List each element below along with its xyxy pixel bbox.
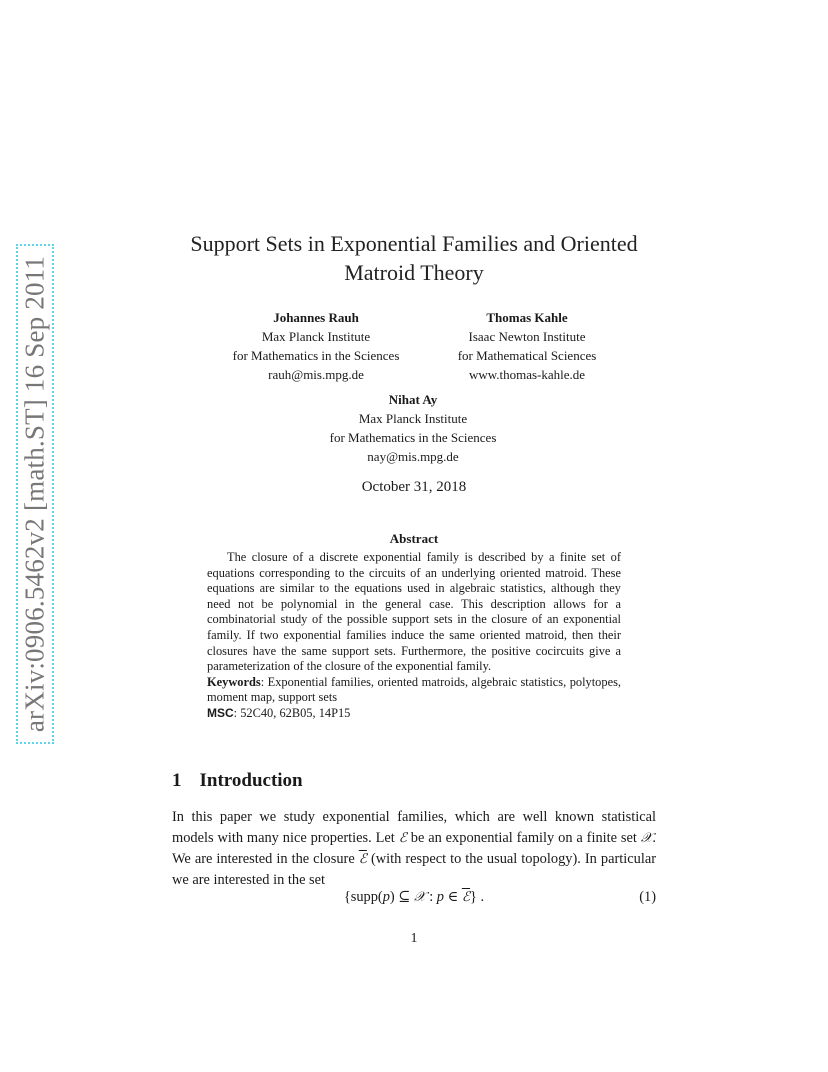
msc-text: : 52C40, 62B05, 14P15 (233, 705, 351, 720)
author-name: Nihat Ay (388, 392, 438, 407)
author-contact: nay@mis.mpg.de (367, 449, 459, 464)
author-block (206, 308, 426, 384)
intro-text: . We are interested in the closure (172, 830, 657, 867)
eq-part: ) ⊆ (389, 889, 414, 905)
eq-part: : (425, 889, 437, 905)
math-symbol: ℰ (358, 851, 367, 867)
eq-part: } . (470, 889, 485, 905)
author-affiliation: for Mathematics in the Sciences (329, 430, 497, 445)
paper-title (160, 229, 668, 287)
equation-number: (1) (639, 889, 656, 905)
eq-part: p (436, 889, 444, 905)
author-name: Johannes Rauh (273, 310, 359, 325)
keywords (207, 675, 621, 706)
equation-content (172, 889, 656, 906)
author-affiliation: for Mathematical Sciences (457, 348, 597, 363)
title-line-2: Matroid Theory (344, 260, 484, 285)
title-line-1: Support Sets in Exponential Families and Oriented (190, 231, 638, 256)
author-affiliation: Max Planck Institute (261, 329, 371, 344)
eq-part: ℰ (461, 889, 471, 905)
abstract-text: The closure of a discrete exponential family is described by a finite set of equations corresponding to the circuits of an underlying oriented matroid. These equations are similar to the equations used in algebraic statistics, although they need not be polynomial in the general case. This description allows for a combinatorial study of the possible support sets in the closure of an exponential family. If two exponential families induce the same oriented matroid, then their closures have the same support sets. Furthermore, the positive cocircuits give a parameterization of the closure of the exponential family. (207, 550, 621, 674)
intro-text: (with respect to the usual topology). In particular we are interested in the set (172, 851, 657, 888)
equation (172, 889, 656, 913)
author-affiliation: Max Planck Institute (358, 411, 468, 426)
author-contact: rauh@mis.mpg.de (268, 367, 364, 382)
abstract-heading: Abstract (389, 531, 439, 546)
eq-part: ∈ (444, 889, 462, 905)
eq-part: 𝒳 (413, 889, 426, 905)
author-affiliation: for Mathematics in the Sciences (232, 348, 400, 363)
author-contact: www.thomas-kahle.de (468, 367, 586, 382)
abstract (207, 550, 621, 722)
author-block (418, 308, 636, 384)
intro-paragraph (172, 807, 656, 891)
section-title: Introduction (199, 770, 303, 791)
intro-text: In this paper we study exponential families, which are well known statistical models with many nice properties. Let (172, 809, 656, 846)
msc (207, 706, 621, 722)
eq-part: {supp( (343, 889, 383, 905)
math-symbol: ℰ (398, 830, 407, 846)
author-name: Thomas Kahle (486, 310, 568, 325)
eq-part: p (382, 889, 390, 905)
math-symbol: 𝒳 (640, 830, 653, 846)
section-number: 1 (172, 770, 182, 791)
author-block (303, 390, 523, 466)
msc-label: MSC (207, 705, 234, 720)
keywords-text: : Exponential families, oriented matroids, algebraic statistics, polytopes, moment map, support sets (207, 674, 621, 705)
paper-date: October 31, 2018 (361, 479, 467, 495)
section-heading (172, 770, 303, 792)
author-affiliation: Isaac Newton Institute (468, 329, 586, 344)
page-number: 1 (410, 931, 418, 946)
intro-text: be an exponential family on a finite set (406, 830, 641, 846)
arxiv-stamp: arXiv:0906.5462v2 [math.ST] 16 Sep 2011 (19, 255, 50, 733)
keywords-label: Keywords (207, 674, 261, 689)
